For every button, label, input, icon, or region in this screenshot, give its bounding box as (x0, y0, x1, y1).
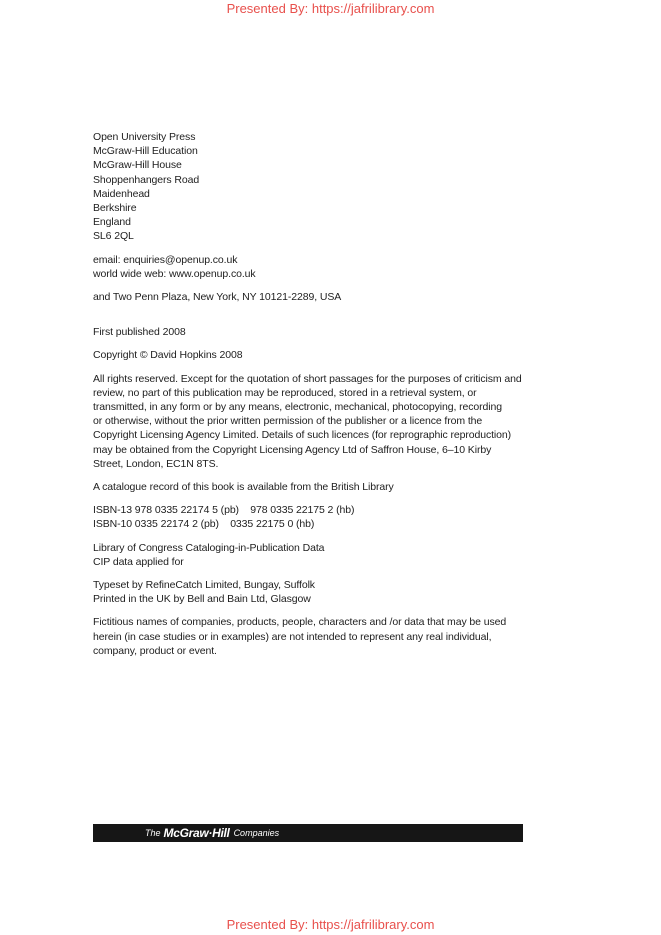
rights-line: review, no part of this publication may be reproduced, stored in a retrieval system, or (93, 386, 477, 399)
watermark-link-bottom[interactable]: Presented By: https://jafrilibrary.com (226, 917, 435, 932)
disclaimer-line: company, product or event. (93, 644, 217, 657)
catalogue-record (93, 480, 563, 494)
watermark-link-top[interactable]: Presented By: https://jafrilibrary.com (226, 1, 435, 16)
rights-line: may be obtained from the Copyright Licensing Agency Ltd of Saffron House, 6–10 Kirby (93, 443, 492, 456)
web-line: world wide web: www.openup.co.uk (93, 267, 256, 280)
address-line: SL6 2QL (93, 230, 134, 243)
disclaimer-line: herein (in case studies or in examples) are not intended to represent any real individual, (93, 630, 492, 643)
rights-line: All rights reserved. Except for the quotation of short passages for the purposes of criticism and (93, 372, 522, 385)
rights-line: transmitted, in any form or by any means, electronic, mechanical, photocopying, recording (93, 401, 502, 414)
copyright-notice (93, 348, 563, 362)
address-line: Berkshire (93, 202, 137, 215)
us-address-line: and Two Penn Plaza, New York, NY 10121-2289, USA (93, 291, 342, 304)
rights-paragraph (93, 372, 563, 471)
typeset-line: Typeset by RefineCatch Limited, Bungay, Suffolk (93, 579, 315, 592)
first-published-line: First published 2008 (93, 326, 186, 339)
disclaimer-line: Fictitious names of companies, products, people, characters and /or data that may be used (93, 616, 507, 629)
rights-line: or otherwise, without the prior written permission of the publisher or a licence from the (93, 415, 483, 428)
logo-companies-text: Companies (233, 828, 280, 838)
disclaimer-paragraph (93, 615, 563, 658)
rights-line: Copyright Licensing Agency Limited. Details of such licences (for reprographic reproduction) (93, 429, 512, 442)
publisher-address (93, 130, 563, 244)
library-of-congress-block (93, 541, 563, 569)
cip-line: CIP data applied for (93, 555, 184, 568)
printing-block (93, 578, 563, 606)
rights-line: Street, London, EC1N 8TS. (93, 457, 219, 470)
isbn10-line: ISBN-10 0335 22174 2 (pb) 0335 22175 0 (hb) (93, 518, 315, 531)
loc-line: Library of Congress Cataloging-in-Publication Data (93, 541, 325, 554)
imprint-content (93, 130, 563, 667)
isbn-block (93, 503, 563, 531)
address-line: Shoppenhangers Road (93, 173, 200, 186)
isbn13-line: ISBN-13 978 0335 22174 5 (pb) 978 0335 22175 2 (hb) (93, 504, 355, 517)
address-line: Open University Press (93, 131, 196, 143)
address-line: McGraw-Hill House (93, 159, 182, 172)
catalogue-line: A catalogue record of this book is available from the British Library (93, 481, 394, 494)
printed-line: Printed in the UK by Bell and Bain Ltd, Glasgow (93, 593, 311, 606)
mcgraw-hill-logo-bar (93, 824, 523, 842)
contact-info (93, 253, 563, 281)
us-address (93, 290, 563, 304)
logo-the-text: The (145, 828, 161, 838)
mcgraw-hill-logo-text: McGraw·Hill (163, 826, 230, 840)
address-line: England (93, 216, 131, 229)
copyright-line: Copyright © David Hopkins 2008 (93, 349, 243, 362)
email-line: email: enquiries@openup.co.uk (93, 253, 238, 266)
address-line: Maidenhead (93, 187, 150, 200)
address-line: McGraw-Hill Education (93, 145, 198, 158)
first-published (93, 325, 563, 339)
